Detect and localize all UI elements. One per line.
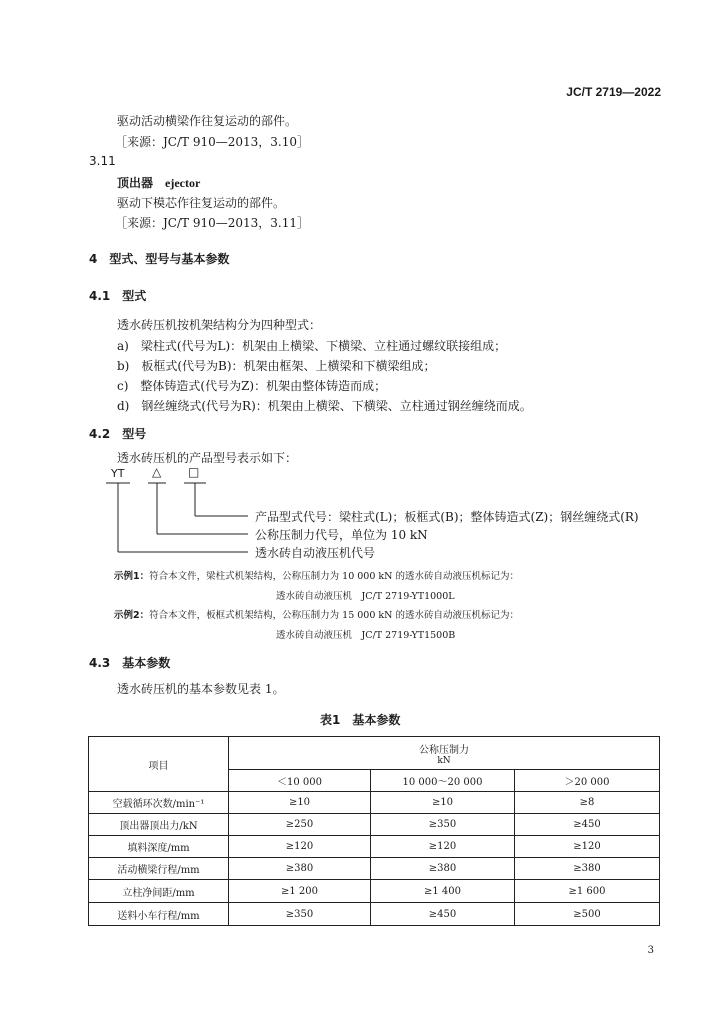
model-designation-diagram xyxy=(100,466,260,556)
table-row xyxy=(89,814,660,836)
list-item-c: c) 整体铸造式(代号为Z)：机架由整体铸造而成； xyxy=(117,379,387,393)
table-cell: ≥350 xyxy=(371,814,515,836)
table-cell: ≥380 xyxy=(371,858,515,880)
document-code-header: JC/T 2719—2022 xyxy=(566,85,661,99)
row-label: 送料小车行程/mm xyxy=(89,903,229,926)
header-nominal-force-unit: kN xyxy=(437,755,451,766)
section-4-1-intro: 透水砖压机按机架结构分为四种型式： xyxy=(117,318,322,332)
prev-source-note: ［来源：JC/T 910—2013，3.10］ xyxy=(115,135,310,149)
section-4-3-intro: 透水砖压机的基本参数见表 1。 xyxy=(117,682,285,696)
section-4-2-intro: 透水砖压机的产品型号表示如下： xyxy=(117,451,298,465)
model-code-triangle: △ xyxy=(152,465,162,479)
example-2 xyxy=(114,607,519,621)
header-nominal-force-title: 公称压制力 xyxy=(419,744,469,756)
table-cell: ≥1 400 xyxy=(371,880,515,903)
table-cell: ≥10 xyxy=(371,792,515,814)
legend-machine-code: 透水砖自动液压机代号 xyxy=(255,546,376,560)
table-row xyxy=(89,792,660,814)
header-item: 项目 xyxy=(89,737,229,792)
example-1 xyxy=(114,568,519,582)
list-item-d: d) 钢丝缠绕式(代号为R)：机架由上横梁、下横梁、立柱通过钢丝缠绕而成。 xyxy=(117,399,532,413)
subheader-cell: ＜10 000 xyxy=(229,770,371,792)
table-cell: ≥250 xyxy=(229,814,371,836)
term-3-11 xyxy=(117,174,200,191)
table-header-row xyxy=(89,737,660,770)
table-cell: ≥120 xyxy=(229,836,371,858)
table-cell: ≥120 xyxy=(515,836,660,858)
list-item-a: a) 梁柱式(代号为L)：机架由上横梁、下横梁、立柱通过螺纹联接组成； xyxy=(117,339,507,353)
source-3-11: ［来源：JC/T 910—2013，3.11］ xyxy=(115,216,310,230)
example-2-label: 示例2： xyxy=(114,610,150,621)
section-4-1-heading: 4.1 型式 xyxy=(89,289,147,303)
table-cell: ≥450 xyxy=(515,814,660,836)
example-1-label: 示例1： xyxy=(114,571,150,582)
section-4-2-heading: 4.2 型号 xyxy=(89,427,147,441)
page-number: 3 xyxy=(647,945,654,956)
list-item-b: b) 板框式(代号为B)：机架由框架、上横梁和下横梁组成； xyxy=(117,359,436,373)
row-label: 空载循环次数/min⁻¹ xyxy=(89,792,229,814)
table-row xyxy=(89,880,660,903)
model-code-yt: YT xyxy=(111,467,125,480)
term-3-11-english: ejector xyxy=(165,176,201,190)
legend-type-code: 产品型式代号：梁柱式(L)；板框式(B)；整体铸造式(Z)；钢丝缠绕式(R) xyxy=(255,510,639,524)
row-label: 立柱净间距/mm xyxy=(89,880,229,903)
subheader-cell: ＞20 000 xyxy=(515,770,660,792)
term-3-11-chinese: 顶出器 xyxy=(117,176,154,190)
example-1-text: 符合本文件，梁柱式机架结构，公称压制力为 10 000 kN 的透水砖自动液压机标记为： xyxy=(149,571,519,582)
table-cell: ≥10 xyxy=(229,792,371,814)
row-label: 顶出器顶出力/kN xyxy=(89,814,229,836)
example-2-marking: 透水砖自动液压机 JC/T 2719-YT1500B xyxy=(276,630,456,641)
table-row xyxy=(89,858,660,880)
table-cell: ≥380 xyxy=(515,858,660,880)
basic-parameters-table xyxy=(88,736,660,926)
table-cell: ≥350 xyxy=(229,903,371,926)
section-4-heading: 4 型式、型号与基本参数 xyxy=(89,252,230,266)
header-nominal-force xyxy=(229,737,660,770)
row-label: 填料深度/mm xyxy=(89,836,229,858)
table-cell: ≥8 xyxy=(515,792,660,814)
table-cell: ≥120 xyxy=(371,836,515,858)
table-cell: ≥500 xyxy=(515,903,660,926)
section-4-3-heading: 4.3 基本参数 xyxy=(89,656,171,670)
example-2-text: 符合本文件，板框式机架结构，公称压制力为 15 000 kN 的透水砖自动液压机标记为： xyxy=(149,610,519,621)
prev-definition-text: 驱动活动横梁作往复运动的部件。 xyxy=(117,114,298,128)
row-label: 活动横梁行程/mm xyxy=(89,858,229,880)
definition-3-11: 驱动下模芯作往复运动的部件。 xyxy=(117,196,286,210)
subheader-cell: 10 000～20 000 xyxy=(371,770,515,792)
clause-number-3-11: 3.11 xyxy=(89,154,116,168)
table-row xyxy=(89,903,660,926)
table-cell: ≥450 xyxy=(371,903,515,926)
example-1-marking: 透水砖自动液压机 JC/T 2719-YT1000L xyxy=(276,591,455,602)
table-caption: 表1 基本参数 xyxy=(320,713,401,727)
table-row xyxy=(89,836,660,858)
table-cell: ≥380 xyxy=(229,858,371,880)
table-cell: ≥1 200 xyxy=(229,880,371,903)
model-code-box: □ xyxy=(188,465,200,479)
legend-force-code: 公称压制力代号，单位为 10 kN xyxy=(255,528,428,542)
table-cell: ≥1 600 xyxy=(515,880,660,903)
